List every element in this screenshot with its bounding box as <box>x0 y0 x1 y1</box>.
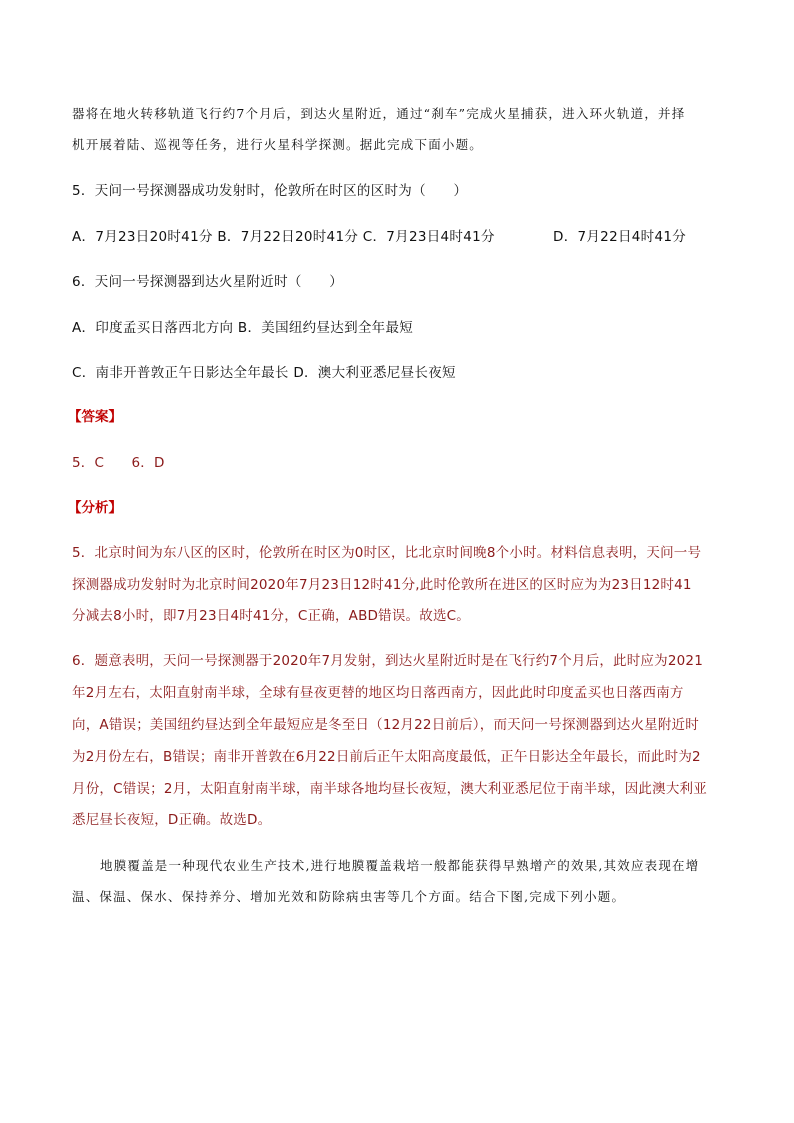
question-6-stem: 6．天问一号探测器到达火星附近时（ ） <box>72 274 344 290</box>
analysis-6-line-4: 为2月份左右，B错误；南非开普敦在6月22日前后正午太阳高度最低，正午日影达全年最长，而此时为2 <box>72 749 701 765</box>
analysis-6-line-1: 6．题意表明，天问一号探测器于2020年7月发射，到达火星附近时是在飞行约7个月后，此时应为2021 <box>72 653 703 669</box>
question-6-options-cd: C．南非开普敦正午日影达全年最长 D．澳大利亚悉尼昼长夜短 <box>72 365 456 381</box>
question-5-options-a-c: A．7月23日20时41分 B．7月22日20时41分 C．7月23日4时41分 <box>72 229 495 245</box>
answer-text: 5．C 6．D <box>72 455 165 471</box>
analysis-5-line-1: 5．北京时间为东八区的区时，伦敦所在时区为0时区，比北京时间晚8个小时。材料信息表明，天问一号 <box>72 545 702 561</box>
analysis-header: 【分析】 <box>68 500 122 516</box>
analysis-6-line-3: 向，A错误；美国纽约昼达到全年最短应是冬至日（12月22日前后），而天问一号探测器到达火星附近时 <box>72 717 699 733</box>
analysis-6-line-6: 悉尼昼长夜短，D正确。故选D。 <box>72 812 272 828</box>
material-line-2: 温、保温、保水、保持养分、增加光效和防除病虫害等几个方面。结合下图,完成下列小题。 <box>72 889 626 904</box>
answer-header: 【答案】 <box>68 409 122 425</box>
analysis-6-line-5: 月份，C错误；2月，太阳直射南半球，南半球各地均昼长夜短，澳大利亚悉尼位于南半球，因此澳大利亚 <box>72 781 707 797</box>
question-5-option-d: D．7月22日4时41分 <box>553 229 687 245</box>
question-5-stem: 5．天问一号探测器成功发射时，伦敦所在时区的区时为（ ） <box>72 183 468 199</box>
analysis-5-line-2: 探测器成功发射时为北京时间2020年7月23日12时41分,此时伦敦所在进区的区时应为为23日12时41 <box>72 577 692 593</box>
intro-line-2: 机开展着陆、巡视等任务，进行火星科学探测。据此完成下面小题。 <box>72 137 484 152</box>
material-line-1: 地膜覆盖是一种现代农业生产技术,进行地膜覆盖栽培一般都能获得早熟增产的效果,其效应表现在增 <box>100 858 700 873</box>
intro-line-1: 器将在地火转移轨道飞行约7个月后，到达火星附近，通过“刹车”完成火星捕获，进入环火轨道，并择 <box>72 106 686 121</box>
question-6-options-ab: A．印度孟买日落西北方向 B．美国纽约昼达到全年最短 <box>72 320 414 336</box>
analysis-5-line-3: 分减去8小时，即7月23日4时41分，C正确，ABD错误。故选C。 <box>72 608 470 624</box>
analysis-6-line-2: 年2月左右，太阳直射南半球，全球有昼夜更替的地区均日落西南方，因此此时印度孟买也日落西南方 <box>72 685 684 701</box>
